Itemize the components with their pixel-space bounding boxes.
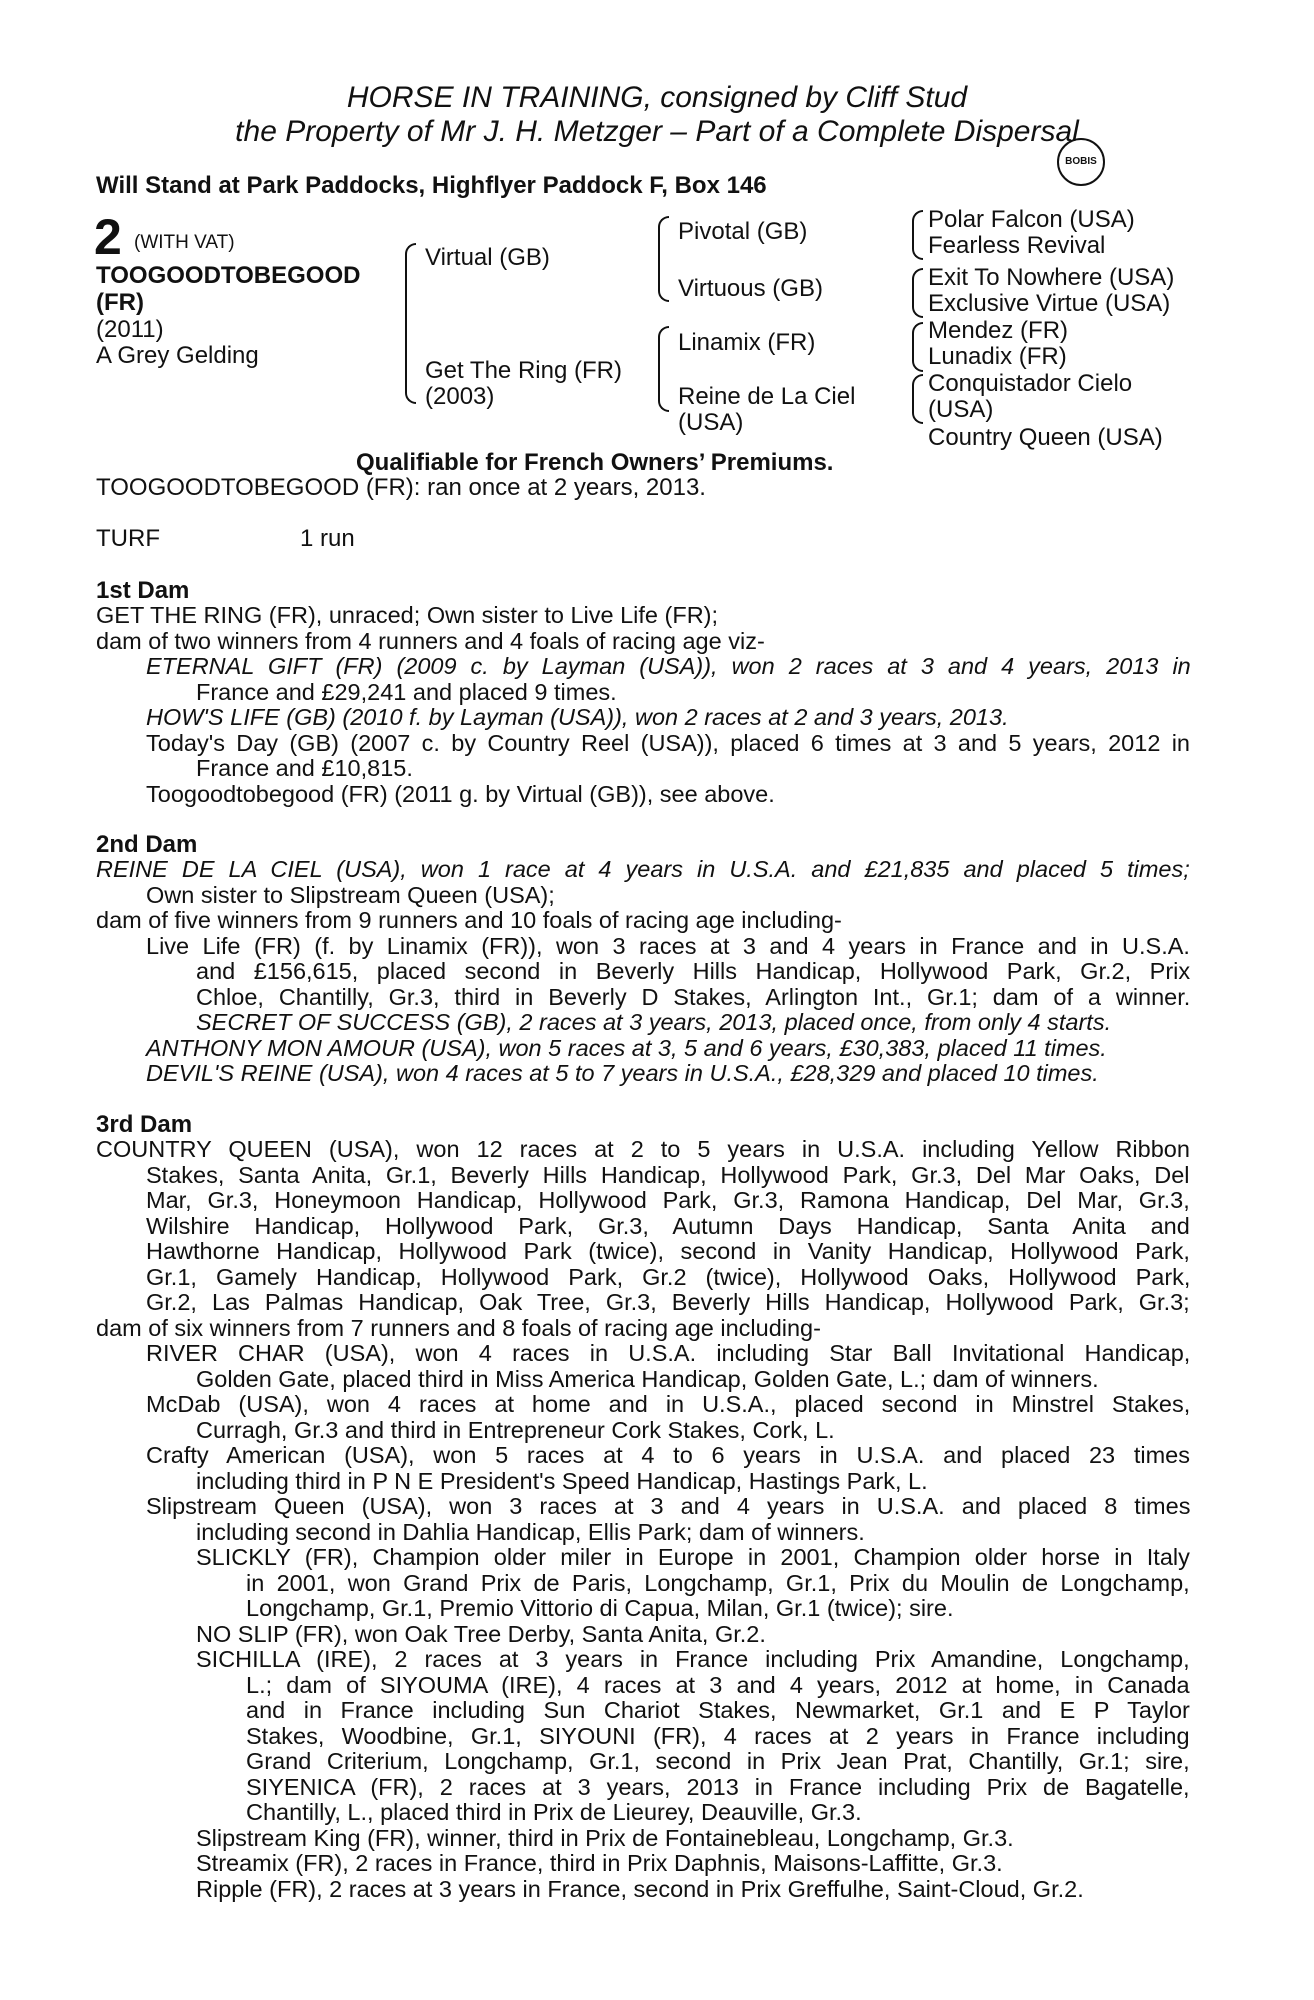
first-dam-line: France and £10,815.	[196, 755, 413, 781]
pedigree-g6: Lunadix (FR)	[928, 343, 1067, 370]
second-dam-line: ANTHONY MON AMOUR (USA), won 5 races at 3, 5 and 6 years, £30,383, placed 11 times.	[146, 1034, 1107, 1061]
horse-name: TOOGOODTOBEGOOD	[96, 262, 361, 289]
bobis-seal-icon	[1057, 138, 1105, 186]
stand-location: Will Stand at Park Paddocks, Highflyer Paddock F, Box 146	[96, 172, 767, 199]
third-dam-line: Wilshire Handicap, Hollywood Park, Gr.3, Autumn Days Handicap, Santa Anita and	[146, 1212, 1190, 1239]
third-dam-line: Streamix (FR), 2 races in France, third in Prix Daphnis, Maisons-Laffitte, Gr.3.	[196, 1850, 1003, 1876]
third-dam-line: Golden Gate, placed third in Miss America Handicap, Golden Gate, L.; dam of winners.	[196, 1365, 1099, 1392]
pedigree-sire-sire: Pivotal (GB)	[678, 218, 808, 245]
pedigree-g2: Fearless Revival	[928, 232, 1106, 259]
third-dam-line: COUNTRY QUEEN (USA), won 12 races at 2 to 5 years in U.S.A. including Yellow Ribbon	[96, 1136, 1190, 1162]
pedigree-dam-year: (2003)	[425, 383, 495, 410]
third-dam-heading: 3rd Dam	[96, 1111, 193, 1138]
pedigree-brace	[658, 326, 669, 412]
pedigree-g8: Country Queen (USA)	[928, 424, 1163, 451]
pedigree-brace	[912, 374, 923, 424]
second-dam-line: SECRET OF SUCCESS (GB), 2 races at 3 years, 2013, placed once, from only 4 starts.	[196, 1009, 1112, 1035]
second-dam-line: REINE DE LA CIEL (USA), won 1 race at 4 years in U.S.A. and £21,835 and placed 5 times;	[96, 856, 1190, 882]
third-dam-line: including second in Dahlia Handicap, Ellis Park; dam of winners.	[196, 1518, 865, 1545]
third-dam-line: McDab (USA), won 4 races at home and in U.S.A., placed second in Minstrel Stakes,	[146, 1391, 1191, 1417]
first-dam-line: Toogoodtobegood (FR) (2011 g. by Virtual (GB)), see above.	[146, 780, 775, 807]
pedigree-sire: Virtual (GB)	[425, 244, 550, 271]
second-dam-line: dam of five winners from 9 runners and 10 foals of racing age including-	[96, 907, 842, 933]
first-dam-line: France and £29,241 and placed 9 times.	[196, 678, 617, 705]
pedigree-g3: Exit To Nowhere (USA)	[928, 264, 1175, 291]
third-dam-line: Stakes, Santa Anita, Gr.1, Beverly Hills Handicap, Hollywood Park, Gr.3, Del Mar Oaks, Del	[146, 1161, 1190, 1188]
pedigree-g7: Conquistador Cielo	[928, 370, 1133, 397]
pedigree-brace	[658, 216, 669, 302]
pedigree-g1: Polar Falcon (USA)	[928, 206, 1135, 233]
pedigree-g7-country: (USA)	[928, 396, 994, 423]
pedigree-g5: Mendez (FR)	[928, 317, 1069, 344]
horse-description: A Grey Gelding	[96, 342, 259, 369]
foaling-year: (2011)	[96, 316, 164, 343]
lot-number: 2	[94, 209, 122, 265]
seal-text: BOBIS	[1065, 156, 1097, 167]
third-dam-line: RIVER CHAR (USA), won 4 races in U.S.A. including Star Ball Invitational Handicap,	[146, 1340, 1191, 1366]
third-dam-line: Chantilly, L., placed third in Prix de Lieurey, Deauville, Gr.3.	[246, 1799, 862, 1825]
first-dam-line: Today's Day (GB) (2007 c. by Country Reel (USA)), placed 6 times at 3 and 5 years, 2012 in	[146, 729, 1190, 756]
third-dam-line: SICHILLA (IRE), 2 races at 3 years in France including Prix Amandine, Longchamp,	[196, 1646, 1190, 1672]
second-dam-line: Own sister to Slipstream Queen (USA);	[146, 881, 555, 908]
pedigree-dam-dam: Reine de La Ciel	[678, 383, 856, 410]
third-dam-line: L.; dam of SIYOUMA (IRE), 4 races at 3 and 4 years, 2012 at home, in Canada	[246, 1671, 1190, 1698]
third-dam-line: Longchamp, Gr.1, Premio Vittorio di Capua, Milan, Gr.1 (twice); sire.	[246, 1595, 954, 1621]
third-dam-line: NO SLIP (FR), won Oak Tree Derby, Santa Anita, Gr.2.	[196, 1620, 766, 1647]
second-dam-line: and £156,615, placed second in Beverly Hills Handicap, Hollywood Park, Gr.2, Prix	[196, 958, 1191, 984]
pedigree-brace	[912, 210, 923, 260]
third-dam-line: Ripple (FR), 2 races at 3 years in France, second in Prix Greffulhe, Saint-Cloud, Gr.2.	[196, 1875, 1084, 1902]
turf-runs: 1 run	[300, 525, 355, 552]
third-dam-line: Mar, Gr.3, Honeymoon Handicap, Hollywood Park, Gr.3, Ramona Handicap, Del Mar, Gr.3,	[146, 1187, 1190, 1213]
third-dam-line: and in France including Sun Chariot Stakes, Newmarket, Gr.1 and E P Taylor	[246, 1697, 1190, 1723]
vat-label: (WITH VAT)	[134, 232, 235, 253]
third-dam-line: Crafty American (USA), won 5 races at 4 to 6 years in U.S.A. and placed 23 times	[146, 1442, 1190, 1468]
pedigree-brace	[912, 322, 923, 372]
third-dam-line: Slipstream King (FR), winner, third in Prix de Fontainebleau, Longchamp, Gr.3.	[196, 1824, 1014, 1851]
second-dam-line: DEVIL'S REINE (USA), won 4 races at 5 to 7 years in U.S.A., £28,329 and placed 10 times.	[146, 1060, 1099, 1086]
third-dam-line: Gr.2, Las Palmas Handicap, Oak Tree, Gr.3, Beverly Hills Handicap, Hollywood Park, Gr.3;	[146, 1289, 1190, 1315]
first-dam-line: GET THE RING (FR), unraced; Own sister to Live Life (FR);	[96, 602, 719, 628]
pedigree-dam-dam-country: (USA)	[678, 409, 744, 436]
third-dam-line: Stakes, Woodbine, Gr.1, SIYOUNI (FR), 4 races at 2 years in France including	[246, 1722, 1190, 1749]
turf-label: TURF	[96, 525, 160, 552]
pedigree-sire-dam: Virtuous (GB)	[678, 275, 823, 302]
premium-note: Qualifiable for French Owners’ Premiums.	[356, 449, 834, 476]
third-dam-line: Hawthorne Handicap, Hollywood Park (twice), second in Vanity Handicap, Hollywood Park,	[146, 1238, 1190, 1264]
third-dam-line: SIYENICA (FR), 2 races at 3 years, 2013 in France including Prix de Bagatelle,	[246, 1773, 1190, 1800]
pedigree-brace	[405, 243, 416, 404]
pedigree-dam-sire: Linamix (FR)	[678, 329, 816, 356]
second-dam-heading: 2nd Dam	[96, 831, 198, 858]
second-dam-line: Chloe, Chantilly, Gr.3, third in Beverly D Stakes, Arlington Int., Gr.1; dam of a winner.	[196, 983, 1191, 1010]
title-line-2: the Property of Mr J. H. Metzger – Part of a Complete Dispersal	[235, 115, 1079, 148]
second-dam-line: Live Life (FR) (f. by Linamix (FR)), won 3 races at 3 and 4 years in France and in U.S.A.	[146, 932, 1190, 959]
third-dam-line: Grand Criterium, Longchamp, Gr.1, second in Prix Jean Prat, Chantilly, Gr.1; sire,	[246, 1748, 1190, 1774]
horse-name-suffix: (FR)	[96, 289, 144, 316]
third-dam-line: Curragh, Gr.3 and third in Entrepreneur Cork Stakes, Cork, L.	[196, 1416, 835, 1443]
pedigree-g4: Exclusive Virtue (USA)	[928, 290, 1171, 317]
pedigree-brace	[912, 268, 923, 318]
pedigree-dam: Get The Ring (FR)	[425, 357, 622, 384]
first-dam-line: ETERNAL GIFT (FR) (2009 c. by Layman (USA)), won 2 races at 3 and 4 years, 2013 in	[146, 653, 1191, 679]
third-dam-line: Slipstream Queen (USA), won 3 races at 3 and 4 years in U.S.A. and placed 8 times	[146, 1493, 1191, 1519]
first-dam-heading: 1st Dam	[96, 577, 190, 604]
title-line-1: HORSE IN TRAINING, consigned by Cliff Stud	[346, 81, 968, 114]
first-dam-line: dam of two winners from 4 runners and 4 foals of racing age viz-	[96, 627, 765, 654]
race-record: TOOGOODTOBEGOOD (FR): ran once at 2 years, 2013.	[96, 474, 706, 501]
third-dam-line: Gr.1, Gamely Handicap, Hollywood Park, Gr.2 (twice), Hollywood Oaks, Hollywood Park,	[146, 1263, 1191, 1290]
third-dam-line: in 2001, won Grand Prix de Paris, Longchamp, Gr.1, Prix du Moulin de Longchamp,	[246, 1569, 1190, 1596]
third-dam-line: including third in P N E President's Speed Handicap, Hastings Park, L.	[196, 1467, 928, 1494]
third-dam-line: SLICKLY (FR), Champion older miler in Europe in 2001, Champion older horse in Italy	[196, 1544, 1190, 1570]
third-dam-line: dam of six winners from 7 runners and 8 foals of racing age including-	[96, 1314, 821, 1341]
first-dam-line: HOW'S LIFE (GB) (2010 f. by Layman (USA)), won 2 races at 2 and 3 years, 2013.	[146, 704, 1009, 730]
